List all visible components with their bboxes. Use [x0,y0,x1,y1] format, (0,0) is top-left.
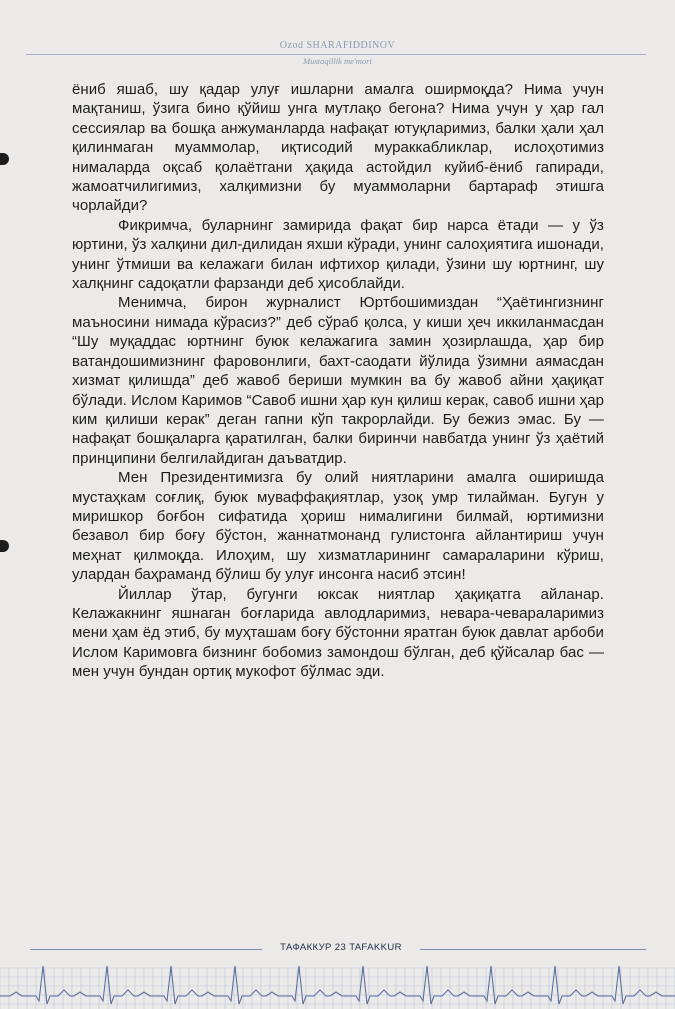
paragraph-5: Йиллар ўтар, бугунги юксак ниятлар ҳақиқатга айланар. Келажакнинг яшнаган боғларида авлодларимиз, невара-чевараларимиз мени ҳам ёд этиб, бу муҳташам боғу бўстонни яратган буюк давлат арбоби Ислом Каримовга бизнинг бобомиз замондош бўлган, деб қўйсалар бас — мен учун бундан ортиқ мукофот бўлмас эди. [72,585,604,681]
footer-label: ТАФАККУР 23 TAFAKKUR [280,942,402,953]
ekg-grid [0,968,675,1009]
footer-rule-right [420,949,646,950]
paragraph-4: Мен Президентимизга бу олий ниятларини амалга оширишда мустаҳкам соғлиқ, буюк муваффақиятлар, узоқ умр тилайман. Бугун у миришкор боғбон сифатида ҳориш нималигини билмай, юртимизни безавол бир боғу бўстон, жаннатмонанд гулистонга айлантириш учун меҳнат қилмоқда. Илоҳим, шу хизматларининг самараларини кўриш, улардан баҳраманд бўлиш бу улуғ инсонга насиб этсин! [72,469,604,584]
header-author: Ozod SHARAFIDDINOV [279,40,396,51]
punch-hole-bottom [0,540,9,552]
footer-rule-left [30,949,262,950]
ekg-wave-line [0,966,675,1004]
header-rule [26,54,646,55]
page-footer [0,940,675,960]
article-body [72,80,604,682]
punch-hole-top [0,153,9,165]
paragraph-1: ёниб яшаб, шу қадар улуғ ишларни амалга оширмоқда? Нима учун мақтаниш, ўзига бино қўйиш унга мутлақо бегона? Нима учун у ҳар гал сессиялар ва бошқа анжуманларда нафақат ютуқларимиз, балки ҳали ҳал қилинмаган муаммолар, иқтисодий мураккабликлар, ислоҳотимиз нималарда оқсаб қолаётгани ҳақида астойдил куйиб-ёниб гапиради, жамоатчилигимиз, халқимизни бу муаммоларни бартараф этишга чорлайди? [72,81,604,215]
paragraph-2: Фикримча, буларнинг замирида фақат бир нарса ётади — у ўз юртини, ўз халқини дил-дилидан яхши кўради, унинг салоҳиятига ишонади, унинг ўтмиши ва келажаги билан ифтихор қилади, ўзини шу юртнинг, шу халқнинг садоқатли фарзанди деб ҳисоблайди. [72,216,604,293]
header-subtitle: Mustaqillik me'mori [303,56,372,66]
ekg-border-decoration [0,960,675,1009]
paragraph-3: Менимча, бирон журналист Юртбошимиздан “Ҳаётингизнинг маъносини нимада кўрасиз?” деб сўраб қолса, у киши ҳеч иккиланмасдан “Шу муқаддас юртнинг буюк келажагига замин ҳозирлашда, ҳар бир ватандошимизнинг фаровонлиги, бахт-саодати йўлида ўзимни аямасдан хизмат қилишда” деб жавоб бериши мумкин ва бу жавоб айни ҳақиқат бўлади. Ислом Каримов “Савоб ишни ҳар кун қилиш керак, савоб ишни ҳар ким қилиши керак” деган гапни кўп такрорлайди. Бу бежиз эмас. Бу — нафақат бошқаларга қаратилган, балки биринчи навбатда унинг ўз ҳаётий принципини белгилайдиган даъватдир. [72,294,604,467]
